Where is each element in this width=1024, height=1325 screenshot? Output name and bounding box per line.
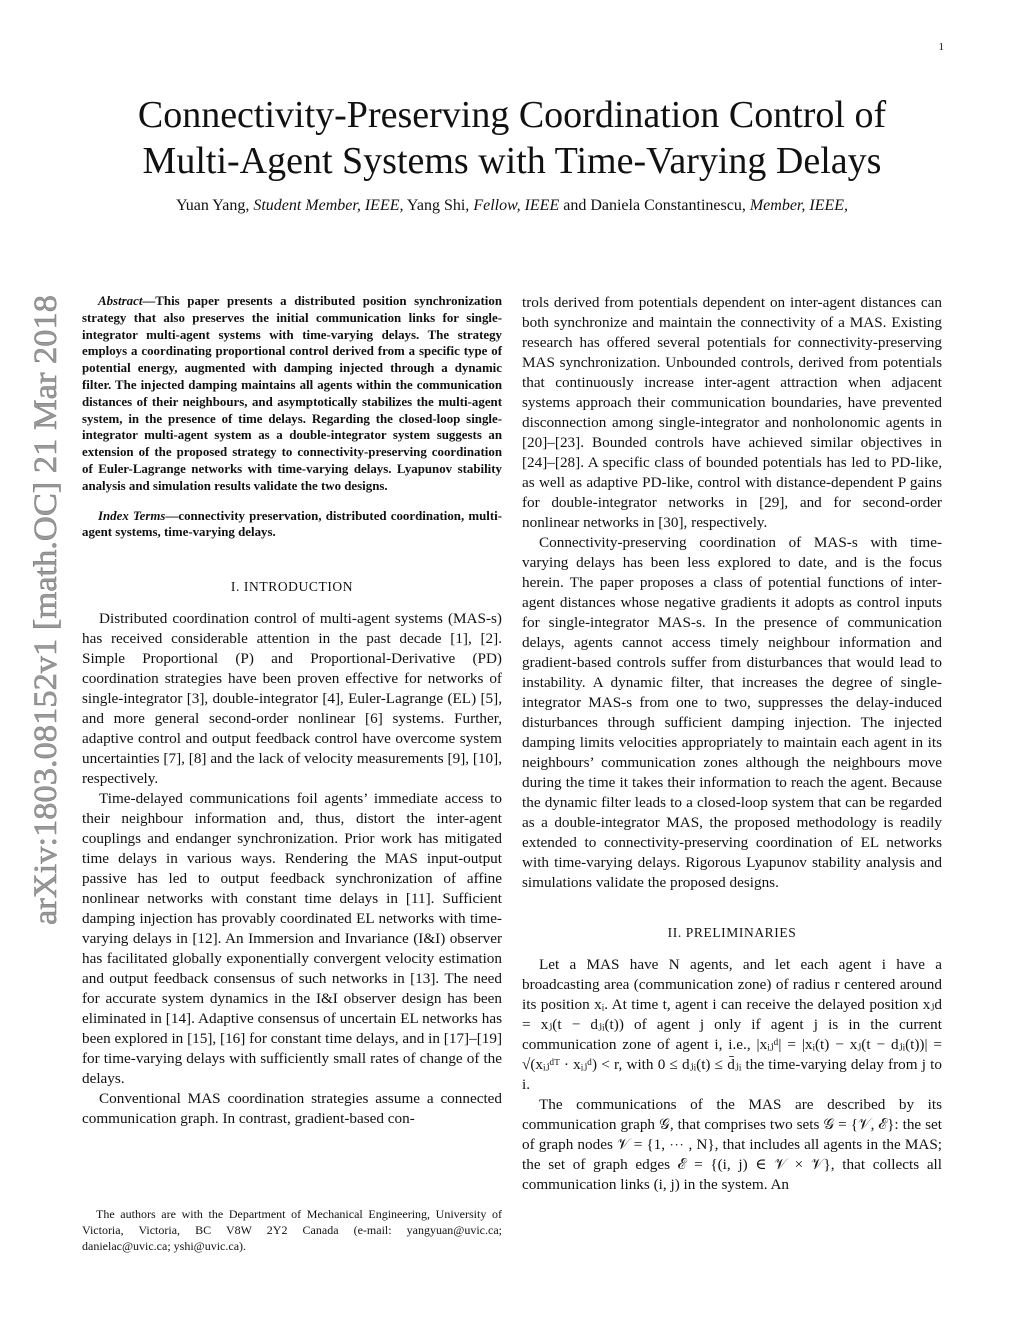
- title-line-1: Connectivity-Preserving Coordination Control of: [137, 94, 887, 136]
- paper-title: [60, 92, 964, 184]
- intro-paragraph-2: Time-delayed communications foil agents’ immediate access to their neighbour information and, thus, distort the inter-agent couplings and endanger synchronization. Prior work has mitigated time delays in various ways. Rendering the MAS input-output passive has led to output feedback synchronization of affine nonlinear networks with constant time delays in [11]. Sufficient damping injection has provably coordinated EL networks with time-varying delays in [12]. An Immersion and Invariance (I&I) observer has facilitated globally exponentially convergent velocity estimation and output feedback consensus of such networks in [13]. The need for accurate system dynamics in the I&I observer design has been eliminated in [14]. Adaptive consensus of uncertain EL networks has been explored in [15], [16] for constant time delays, and in [17]–[19] for time-varying delays with sufficiently small rates of change of the delays.: [82, 790, 502, 1088]
- intro-paragraph-1: Distributed coordination control of multi-agent systems (MAS-s) has received considerable attention in the past decade [1], [2]. Simple Proportional (P) and Proportional-Derivative (PD) coordination strategies have been proven effective for networks of single-integrator [3], double-integrator [4], Euler-Lagrange (EL) [5], and more general second-order nonlinear [6] systems. Further, adaptive control and output feedback control have overcome system uncertainties [7], [8] and the lack of velocity measurements [9], [10], respectively.: [82, 610, 502, 788]
- arxiv-stamp: [20, 290, 70, 930]
- index-terms-lead: Index Terms: [98, 508, 166, 523]
- arxiv-stamp-text: arXiv:1803.08152v1 [math.OC] 21 Mar 2018: [28, 321, 64, 925]
- page-number: 1: [938, 41, 944, 53]
- abstract-text: —This paper presents a distributed position synchronization strategy that also preserves the initial communication links for single-integrator multi-agent systems with time-varying delays. The strategy employs a coordinating proportional control derived from a specific type of potential energy, augmented with damping injected through a dynamic filter. The injected damping maintains all agents within the communication distances of their neighbours, and asymptotically stabilizes the multi-agent system, in the presence of time delays. Regarding the closed-loop single-integrator multi-agent system as a double-integrator system suggests an extension of the proposed strategy to connectivity-preserving coordination of Euler-Lagrange networks with time-varying delays. Lyapunov stability analysis and simulation results validate the two designs.: [82, 294, 502, 493]
- index-terms-text: —connectivity preservation, distributed coordination, multi-agent systems, time-varying delays.: [82, 508, 502, 540]
- section-heading-preliminaries: II. PRELIMINARIES: [667, 925, 797, 940]
- prelim-paragraph-2: The communications of the MAS are described by its communication graph 𝒢, that comprises two sets 𝒢 = {𝒱, ℰ}: the set of graph nodes 𝒱 = {1, ⋯ , N}, that includes all agents in the MAS; the set of graph edges ℰ = {(i, j) ∈ 𝒱 × 𝒱}, that collects all communication links (i, j) in the system. An: [522, 1096, 942, 1193]
- footnote: The authors are with the Department of Mechanical Engineering, University of Victoria, Victoria, BC V8W 2Y2 Canada (e-mail: yangyuan@uvic.ca; danielac@uvic.ca; yshi@uvic.ca).: [82, 1207, 502, 1253]
- author-1-name: Yuan Yang,: [175, 197, 254, 214]
- author-2-name: Yang Shi,: [403, 197, 474, 214]
- author-1-role: Student Member, IEEE,: [253, 197, 404, 214]
- prelim-paragraph-1: Let a MAS have N agents, and let each agent i have a broadcasting area (communication zone) of radius r centered around its position xᵢ. At time t, agent i can receive the delayed position xⱼd = xⱼ(t − dⱼᵢ(t)) of agent j only if agent j is in the current communication zone of agent i, i.e., |xᵢⱼᵈ| = |xᵢ(t) − xⱼ(t − dⱼᵢ(t))| = √(xᵢⱼᵈᵀ · xᵢⱼᵈ) < r, with 0 ≤ dⱼᵢ(t) ≤ d̄ⱼᵢ the time-varying delay from j to i.: [522, 956, 942, 1093]
- index-terms: [82, 508, 502, 542]
- author-3-role: Member, IEEE,: [749, 197, 849, 214]
- abstract-lead: Abstract: [98, 294, 143, 308]
- intro-paragraph-3: Conventional MAS coordination strategies assume a connected communication graph. In contrast, gradient-based con-: [82, 1090, 502, 1128]
- title-line-2: Multi-Agent Systems with Time-Varying Delays: [142, 140, 882, 182]
- right-column: [522, 293, 942, 1195]
- intro-paragraph-4: Connectivity-preserving coordination of MAS-s with time-varying delays has been less explored to date, and is the focus herein. The paper proposes a class of potential functions of inter-agent distances whose negative gradients it adopts as control inputs for single-integrator MAS-s. In the presence of communication delays, agents cannot access timely neighbour information and gradient-based controls suffer from disturbances that would lead to instability. A dynamic filter, that increases the degree of single-integrator MAS-s from one to two, suppresses the delay-induced disturbances through sufficient damping injection. The injected damping limits velocities appropriately to maintain each agent in its neighbours’ communication zones although the neighbours move during the time it takes their information to reach the agent. Because the dynamic filter leads to a closed-loop system that can be regarded as a double-integrator MAS, the proposed methodology is readily extended to connectivity-preserving coordination of EL networks with time-varying delays. Rigorous Lyapunov stability analysis and simulations validate the proposed designs.: [522, 534, 942, 891]
- section-heading-introduction: I. INTRODUCTION: [230, 579, 354, 595]
- abstract: [82, 293, 502, 495]
- left-column: [82, 293, 502, 1129]
- author-2-role: Fellow, IEEE: [473, 197, 560, 214]
- intro-paragraph-continued: trols derived from potentials dependent on inter-agent distances can both synchronize and maintain the connectivity of a MAS. Existing research has offered several potentials for connectivity-preserving MAS synchronization. Unbounded controls, derived from potentials that continuously increase inter-agent attraction when adjacent systems approach their communication boundaries, have prevented disconnection among single-integrator and nonholonomic agents in [20]–[23]. Bounded controls have achieved similar objectives in [24]–[28]. A specific class of bounded potentials has led to PD-like, as well as adaptive PD-like, control with distance-dependent P gains for double-integrator networks in [29], and for second-order nonlinear networks in [30], respectively.: [522, 294, 942, 531]
- author-list: [60, 197, 964, 215]
- author-3-name: and Daniela Constantinescu,: [559, 197, 750, 214]
